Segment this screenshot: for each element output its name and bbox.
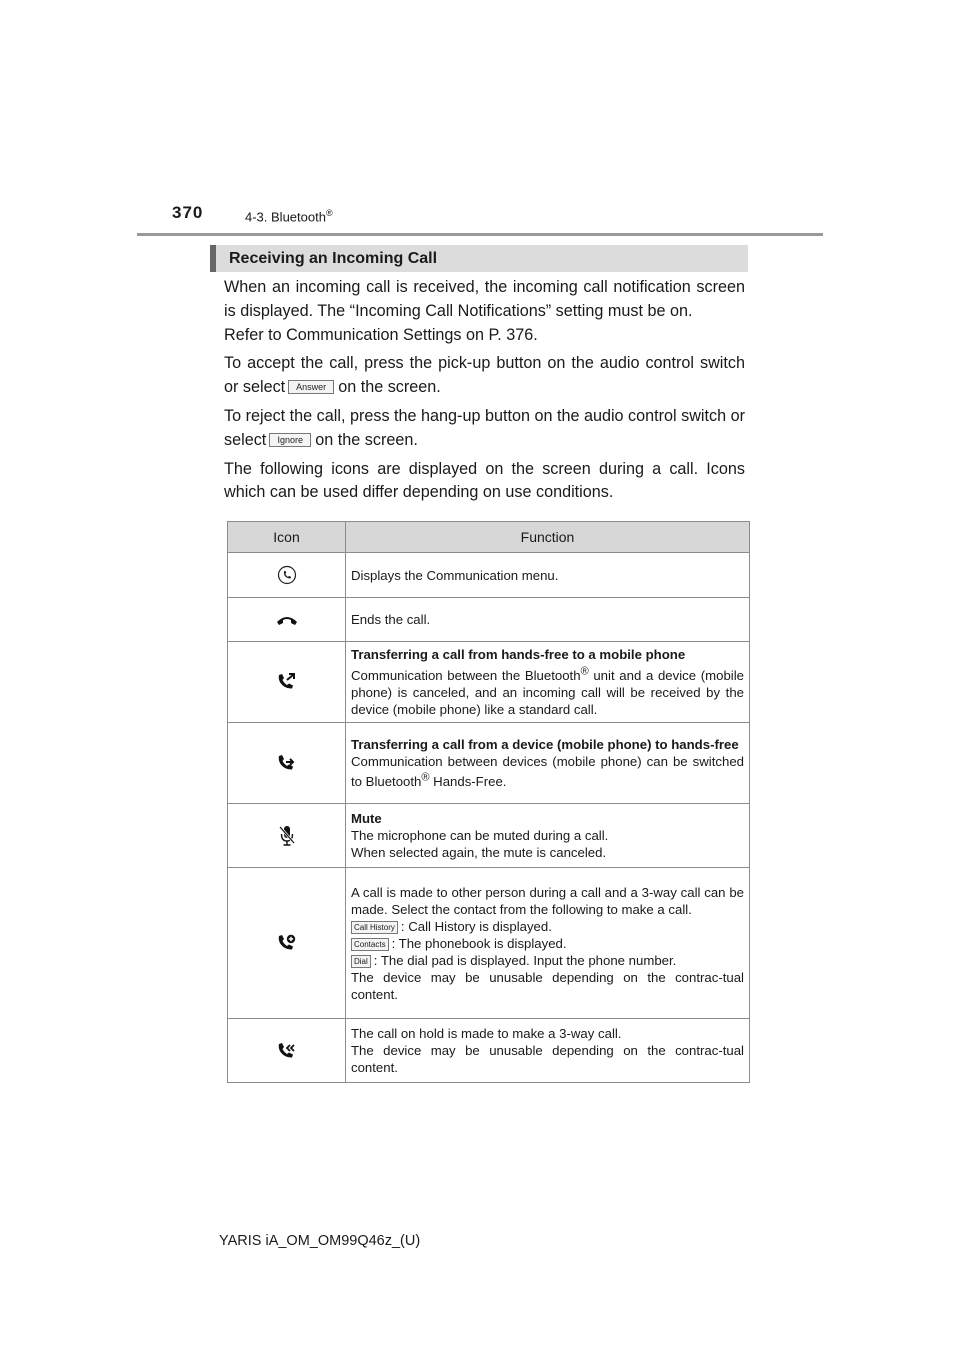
accept-text-end: on the screen. xyxy=(338,378,441,397)
option-text: : Call History is displayed. xyxy=(400,918,552,934)
table-header-row xyxy=(228,522,750,553)
function-text-part: Communication between the Bluetooth xyxy=(351,667,581,683)
function-text-part: unit and a device (mobile phone) is canceled, and an incoming call will be received by the device (mobile phone) like a standard call. xyxy=(351,667,744,717)
merge-call-icon xyxy=(276,1042,298,1057)
function-text-part: Communication between devices (mobile phone) can be switched to Bluetooth xyxy=(351,753,744,790)
answer-button: Answer xyxy=(288,380,334,394)
dial-button: Dial xyxy=(351,955,371,968)
function-text-line: When selected again, the mute is canceled. xyxy=(351,845,607,860)
function-note: The device may be unusable depending on the contrac-tual content. xyxy=(351,969,744,1002)
body-text xyxy=(224,276,745,510)
heading-text: Receiving an Incoming Call xyxy=(229,250,438,267)
option-text: : The dial pad is displayed. Input the phone number. xyxy=(373,952,677,968)
function-text xyxy=(351,754,744,789)
mute-icon xyxy=(279,827,295,842)
option-line xyxy=(351,952,744,969)
transfer-to-phone-icon xyxy=(276,673,298,688)
contacts-button: Contacts xyxy=(351,938,389,951)
section-text: 4-3. Bluetooth xyxy=(245,209,326,225)
add-call-icon xyxy=(276,934,298,949)
transfer-to-handsfree-icon xyxy=(276,754,298,769)
table-row xyxy=(228,1019,750,1083)
registered-mark: ® xyxy=(421,771,430,784)
call-history-button: Call History xyxy=(351,921,398,934)
paragraph-accept xyxy=(224,352,745,400)
column-header-icon: Icon xyxy=(228,522,346,553)
table-row xyxy=(228,804,750,868)
header-rule xyxy=(137,233,823,236)
function-note: The device may be unusable depending on the contrac-tual content. xyxy=(351,1043,744,1075)
table-row xyxy=(228,868,750,1019)
paragraph-reject xyxy=(224,405,745,453)
function-text: A call is made to other person during a call and a 3-way call can be made. Select the contact from the following to make a call. xyxy=(351,884,744,917)
ignore-button: Ignore xyxy=(269,433,311,447)
table-row xyxy=(228,553,750,598)
function-title: Transferring a call from hands-free to a mobile phone xyxy=(351,647,686,663)
function-text-part: Hands-Free. xyxy=(429,774,507,790)
table-row xyxy=(228,723,750,804)
paragraph-icons-intro: The following icons are displayed on the screen during a call. Icons which can be used differ depending on use conditions. xyxy=(224,459,745,502)
function-title: Mute xyxy=(351,811,382,826)
registered-mark: ® xyxy=(580,665,589,678)
section-label xyxy=(245,208,333,224)
paragraph-reference: Refer to Communication Settings on P. 376. xyxy=(224,325,538,344)
option-line xyxy=(351,935,744,952)
icon-function-table xyxy=(227,521,750,1083)
table-row xyxy=(228,598,750,642)
function-text: Ends the call. xyxy=(346,598,750,642)
registered-mark: ® xyxy=(325,208,333,218)
function-text-line: The call on hold is made to make a 3-way call. xyxy=(351,1026,622,1041)
option-line xyxy=(351,918,744,935)
function-text: Displays the Communication menu. xyxy=(346,553,750,598)
communication-menu-icon xyxy=(277,566,297,581)
option-text: : The phonebook is displayed. xyxy=(391,935,567,951)
column-header-function: Function xyxy=(346,522,750,553)
page-number: 370 xyxy=(172,203,204,222)
reject-text-end: on the screen. xyxy=(315,430,418,449)
end-call-icon xyxy=(275,612,299,627)
table-row xyxy=(228,642,750,723)
paragraph-notification: When an incoming call is received, the incoming call notification screen is displayed. The “Incoming Call Notifications” setting must be on. xyxy=(224,278,745,320)
footer-document-code: YARIS iA_OM_OM99Q46z_(U) xyxy=(219,1233,421,1249)
section-heading xyxy=(210,245,748,272)
accept-text: To accept the call, press the pick-up button on the audio control switch or select xyxy=(224,354,745,397)
function-text xyxy=(351,665,744,717)
function-text-line: The microphone can be muted during a call. xyxy=(351,828,609,843)
function-title: Transferring a call from a device (mobile phone) to hands-free xyxy=(351,736,739,752)
reject-text: To reject the call, press the hang-up button on the audio control switch or select xyxy=(224,406,746,449)
